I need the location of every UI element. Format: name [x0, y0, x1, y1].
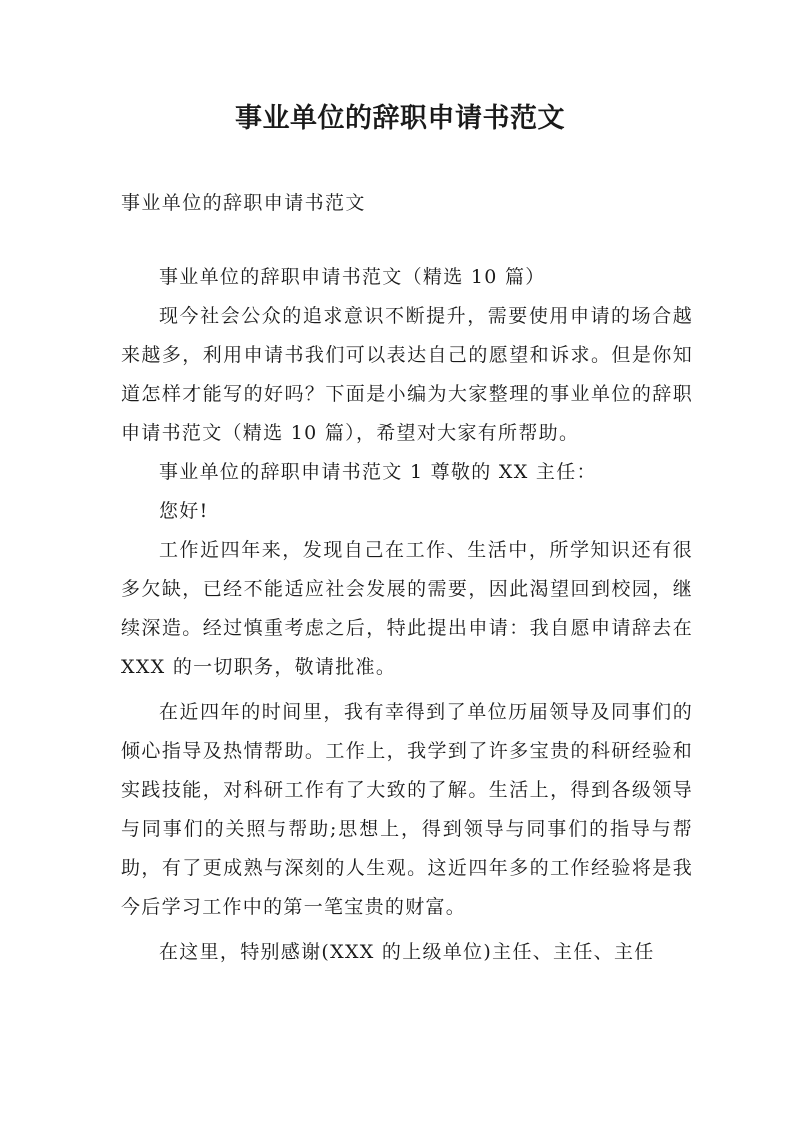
paragraph-reason: 工作近四年来，发现自己在工作、生活中，所学知识还有很多欠缺，已经不能适应社会发展的需要，因此渴望回到校园，继续深造。经过慎重考虑之后，特此提出申请：我自愿申请辞去在 XXX 的一切职务，敬请批准。	[121, 539, 693, 678]
document-subtitle: 事业单位的辞职申请书范文	[121, 192, 366, 214]
paragraph-gratitude: 在近四年的时间里，我有幸得到了单位历届领导及同事们的倾心指导及热情帮助。工作上，我学到了许多宝贵的科研经验和实践技能，对科研工作有了大致的了解。生活上，得到各级领导与同事们的关照与帮助;思想上，得到领导与同事们的指导与帮助，有了更成熟与深刻的人生观。这近四年多的工作经验将是我今后学习工作中的第一笔宝贵的财富。	[121, 701, 693, 918]
paragraph-heading: 事业单位的辞职申请书范文（精选 10 篇）	[159, 266, 546, 288]
paragraph-salutation: 事业单位的辞职申请书范文 1 尊敬的 XX 主任：	[159, 461, 597, 483]
document-title: 事业单位的辞职申请书范文	[235, 103, 565, 134]
paragraph-greeting: 您好!	[159, 500, 209, 522]
paragraph-intro: 现今社会公众的追求意识不断提升，需要使用申请的场合越来越多，利用申请书我们可以表达自己的愿望和诉求。但是你知道怎样才能写的好吗？下面是小编为大家整理的事业单位的辞职申请书范文（精选 10 篇），希望对大家有所帮助。	[121, 305, 693, 444]
paragraph-thanks: 在这里，特别感谢(XXX 的上级单位)主任、主任、主任	[159, 941, 655, 963]
document-body	[121, 258, 693, 972]
